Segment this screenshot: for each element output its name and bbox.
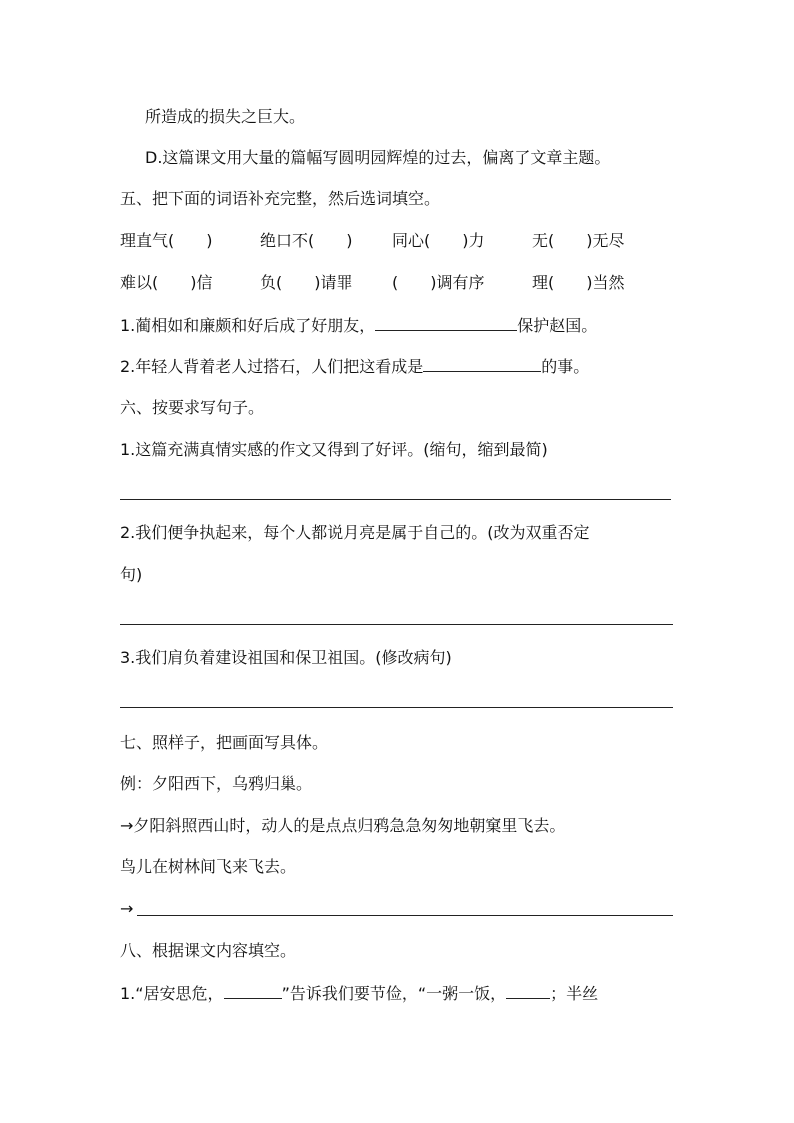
question-5-2 (120, 355, 589, 377)
question-8-1-text-b: ”告诉我们要节俭，“一粥一饭， (281, 984, 507, 1003)
word-fill-8[interactable]: 理( )当然 (532, 273, 625, 292)
word-row-1 (120, 230, 680, 252)
prompt-sentence: 鸟儿在树林间飞来飞去。 (120, 857, 297, 876)
answer-blank-5-1[interactable] (375, 314, 517, 331)
word-fill-2[interactable]: 绝口不( ) (260, 231, 353, 250)
word-fill-1[interactable]: 理直气( ) (120, 231, 213, 250)
word-fill-5[interactable]: 难以( )信 (120, 273, 213, 292)
word-fill-4[interactable]: 无( )无尽 (532, 231, 625, 250)
answer-line-6-1[interactable] (120, 499, 671, 500)
question-5-1-text-b: 保护赵国。 (517, 316, 598, 335)
question-5-2-text-a: 2.年轻人背着老人过搭石，人们把这看成是 (120, 357, 424, 376)
section-8-title: 八、根据课文内容填空。 (120, 941, 297, 960)
question-8-1-text-a: 1.“居安思危， (120, 984, 224, 1003)
answer-blank-8-1a[interactable] (224, 982, 282, 999)
word-fill-6[interactable]: 负( )请罪 (260, 273, 353, 292)
question-5-1-text-a: 1.蔺相如和廉颇和好后成了好朋友， (120, 316, 376, 335)
question-8-1-text-c: ；半丝 (550, 984, 599, 1003)
question-5-2-text-b: 的事。 (541, 357, 590, 376)
question-5-1 (120, 314, 597, 336)
word-fill-7[interactable]: ( )调有序 (392, 273, 485, 292)
option-d: D.这篇课文用大量的篇幅写圆明园辉煌的过去，偏离了文章主题。 (145, 148, 611, 167)
question-6-2-cont: 句) (120, 565, 143, 584)
word-row-2 (120, 272, 680, 294)
question-6-2: 2.我们便争执起来，每个人都说月亮是属于自己的。(改为双重否定 (120, 523, 590, 542)
answer-line-7[interactable] (137, 915, 673, 916)
question-8-1 (120, 982, 598, 1004)
example-sentence: 例：夕阳西下，乌鸦归巢。 (120, 774, 313, 793)
arrow-icon: → (120, 899, 134, 918)
word-fill-3[interactable]: 同心( )力 (392, 231, 485, 250)
text-line-continuation: 所造成的损失之巨大。 (145, 107, 306, 126)
answer-line-6-2[interactable] (120, 624, 673, 625)
question-6-1: 1.这篇充满真情实感的作文又得到了好评。(缩句，缩到最简) (120, 440, 548, 459)
answer-row-7 (120, 898, 133, 920)
section-5-title: 五、把下面的词语补充完整，然后选词填空。 (120, 189, 441, 208)
section-7-title: 七、照样子，把画面写具体。 (120, 733, 329, 752)
section-6-title: 六、按要求写句子。 (120, 398, 265, 417)
example-answer: →夕阳斜照西山时，动人的是点点归鸦急急匆匆地朝窠里飞去。 (120, 816, 566, 835)
answer-blank-5-2[interactable] (423, 355, 541, 372)
answer-line-6-3[interactable] (120, 707, 673, 708)
question-6-3: 3.我们肩负着建设祖国和保卫祖国。(修改病句) (120, 648, 452, 667)
answer-blank-8-1b[interactable] (506, 982, 550, 999)
